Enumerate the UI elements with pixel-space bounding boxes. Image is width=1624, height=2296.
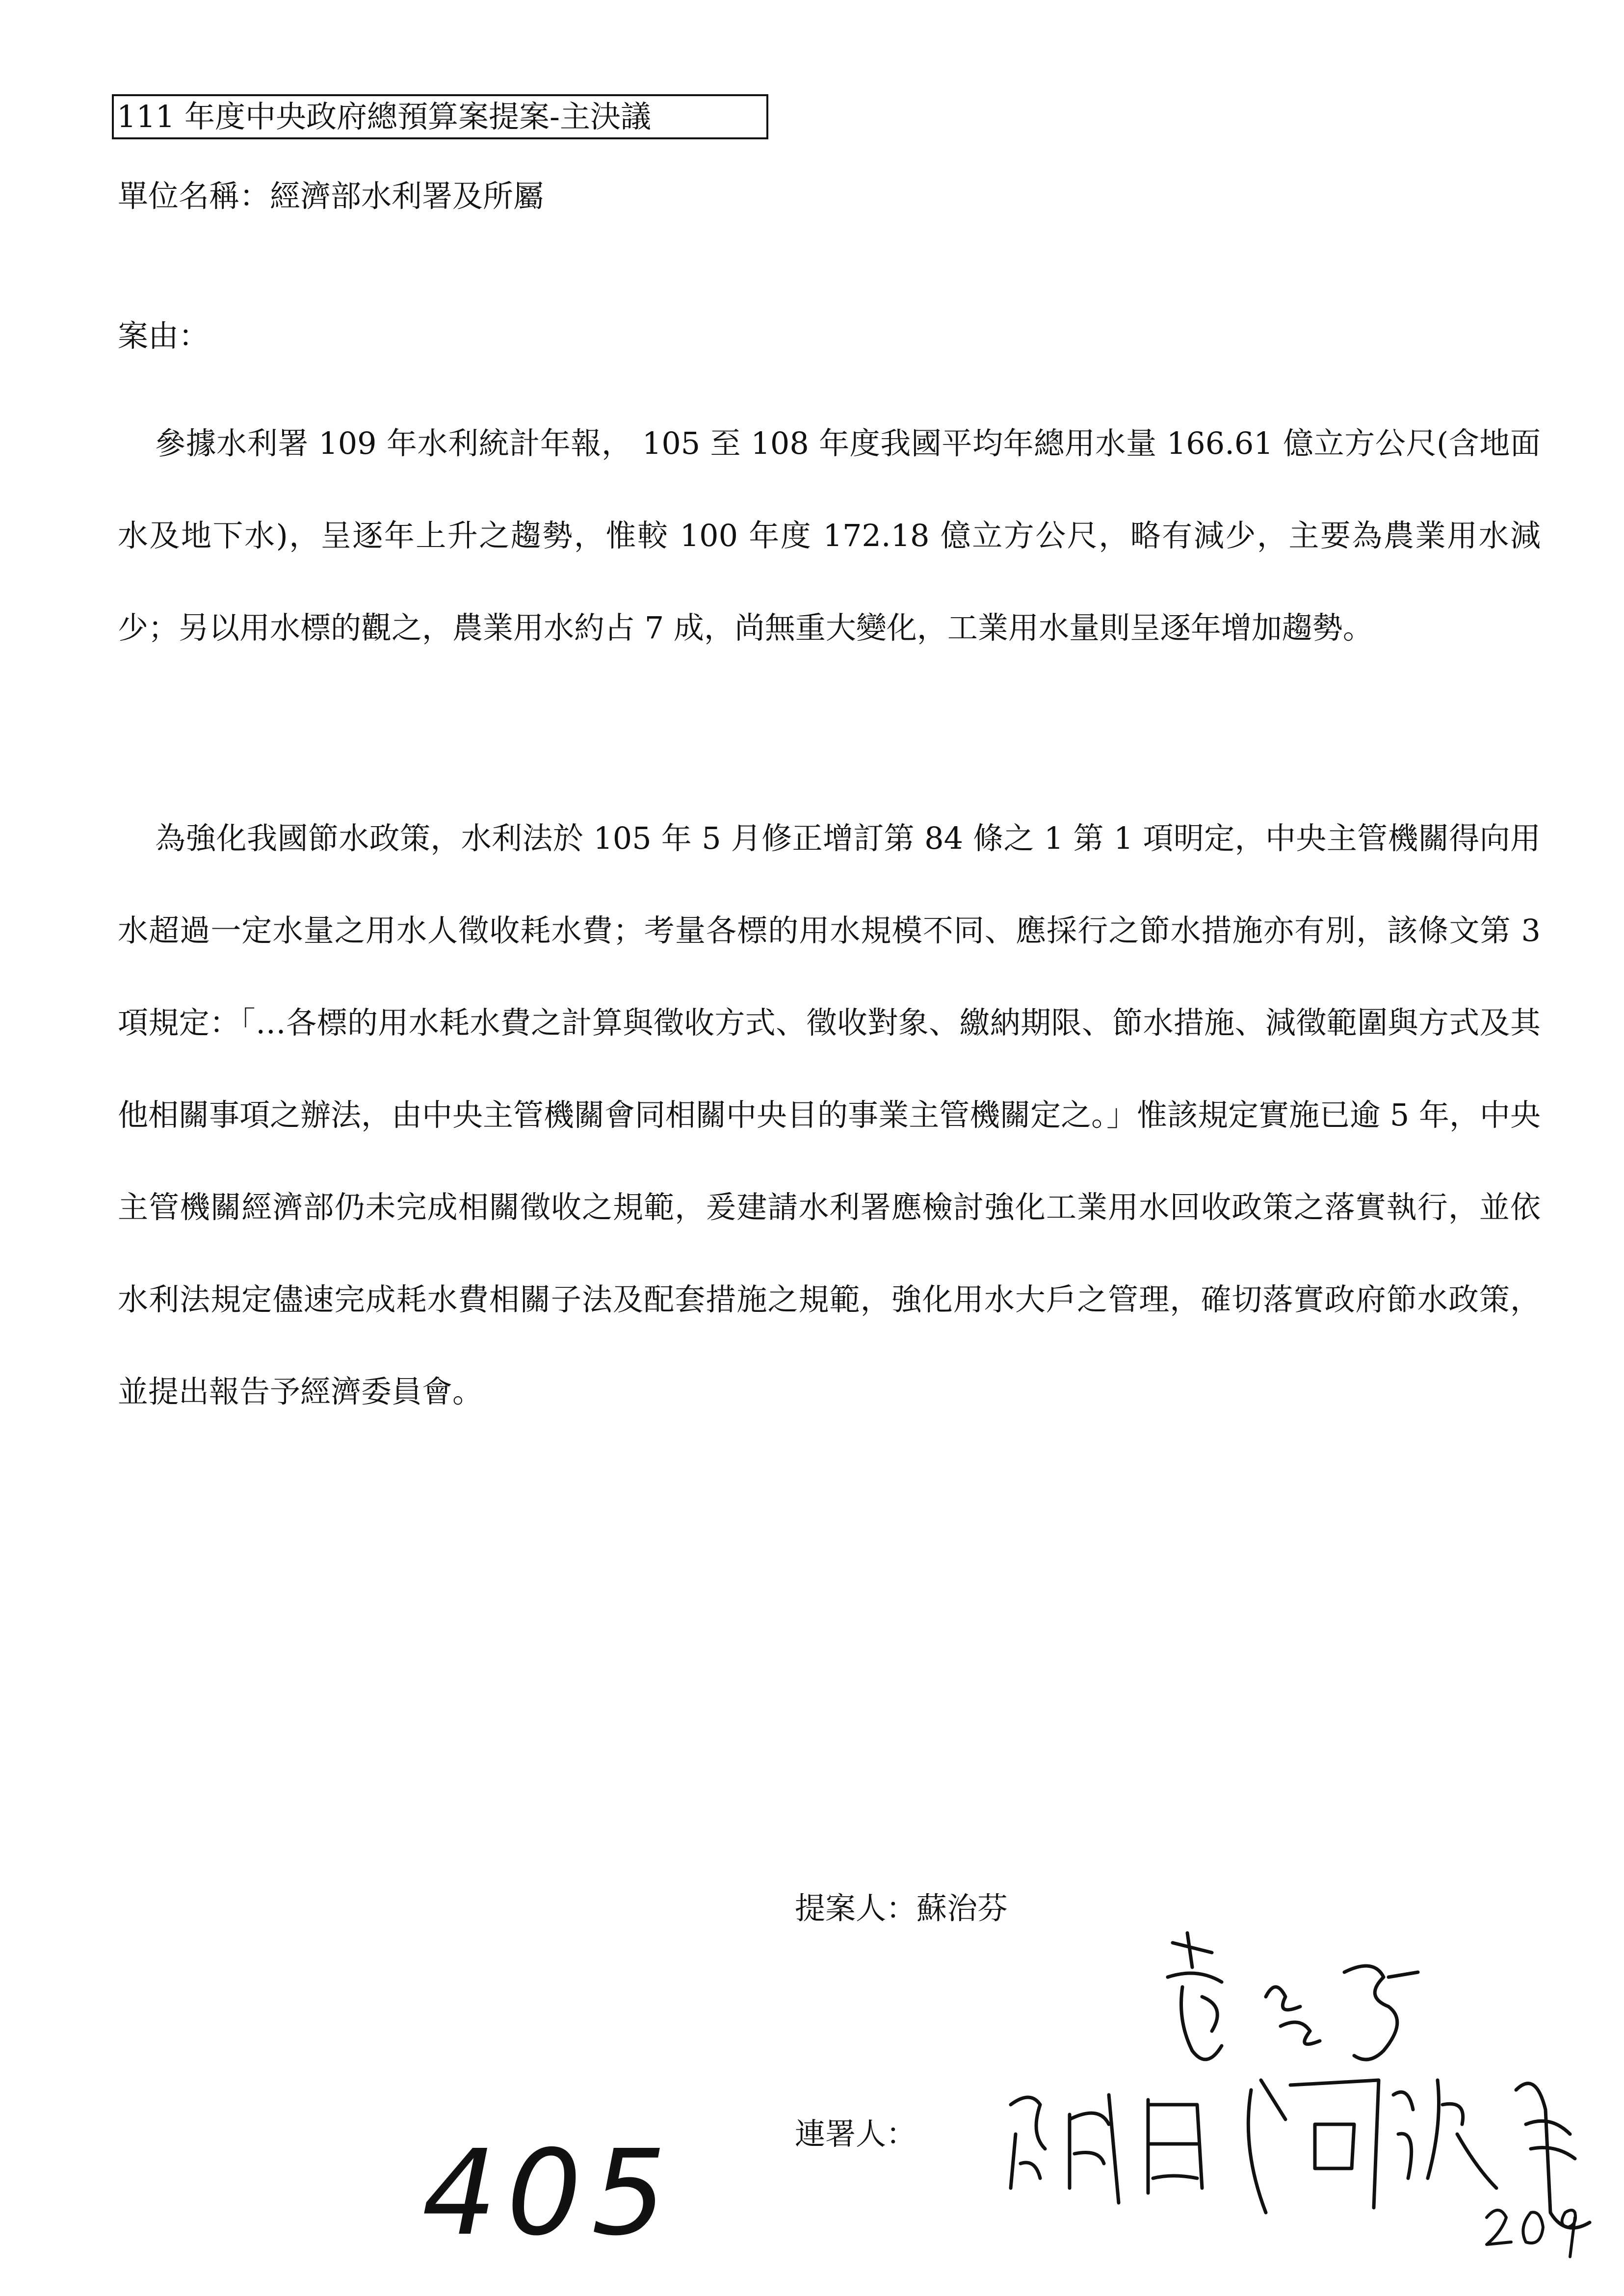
reason-paragraph-1: 參據水利署 109 年水利統計年報， 105 至 108 年度我國平均年總用水量 166.61 億立方公尺(含地面水及地下水)，呈逐年上升之趨勢，惟較 100 年度 172.18 億立方公尺，略有減少，主要為農業用水減少；另以用水標的觀之，農業用水約占 7 成，尚無重大變化，工業用水量則呈逐年增加趨勢。 <box>118 425 1541 646</box>
handwritten-number: 405 <box>422 2124 677 2262</box>
handwritten-small-number <box>1477 2198 1590 2262</box>
unit-name: 單位名稱：經濟部水利署及所屬 <box>118 178 544 214</box>
document-title: 111 年度中央政府總預算案提案-主決議 <box>112 94 768 139</box>
proposer-line: 提案人：蘇治芬 <box>795 1890 1008 1926</box>
cosigner-label: 連署人： <box>795 2116 917 2152</box>
cosigner-signature-1 <box>1001 2075 1236 2222</box>
reason-label: 案由： <box>118 318 210 354</box>
reason-paragraph-2: 為強化我國節水政策，水利法於 105 年 5 月修正增訂第 84 條之 1 第 1 項明定，中央主管機關得向用水超過一定水量之用水人徵收耗水費；考量各標的用水規模不同、應採行之節水措施亦有別，該條文第 3 項規定：「…各標的用水耗水費之計算與徵收方式、徵收對象、繳納期限、節水措施、減徵範圍與方式及其他相關事項之辦法，由中央主管機關會同相關中央目的事業主管機關定之。」惟該規定實施已逾 5 年，中央主管機關經濟部仍未完成相關徵收之規範，爰建請水利署應檢討強化工業用水回收政策之落實執行，並依水利法規定儘速完成耗水費相關子法及配套措施之規範，強化用水大戶之管理，確切落實政府節水政策，並提出報告予經濟委員會。 <box>118 820 1541 1409</box>
